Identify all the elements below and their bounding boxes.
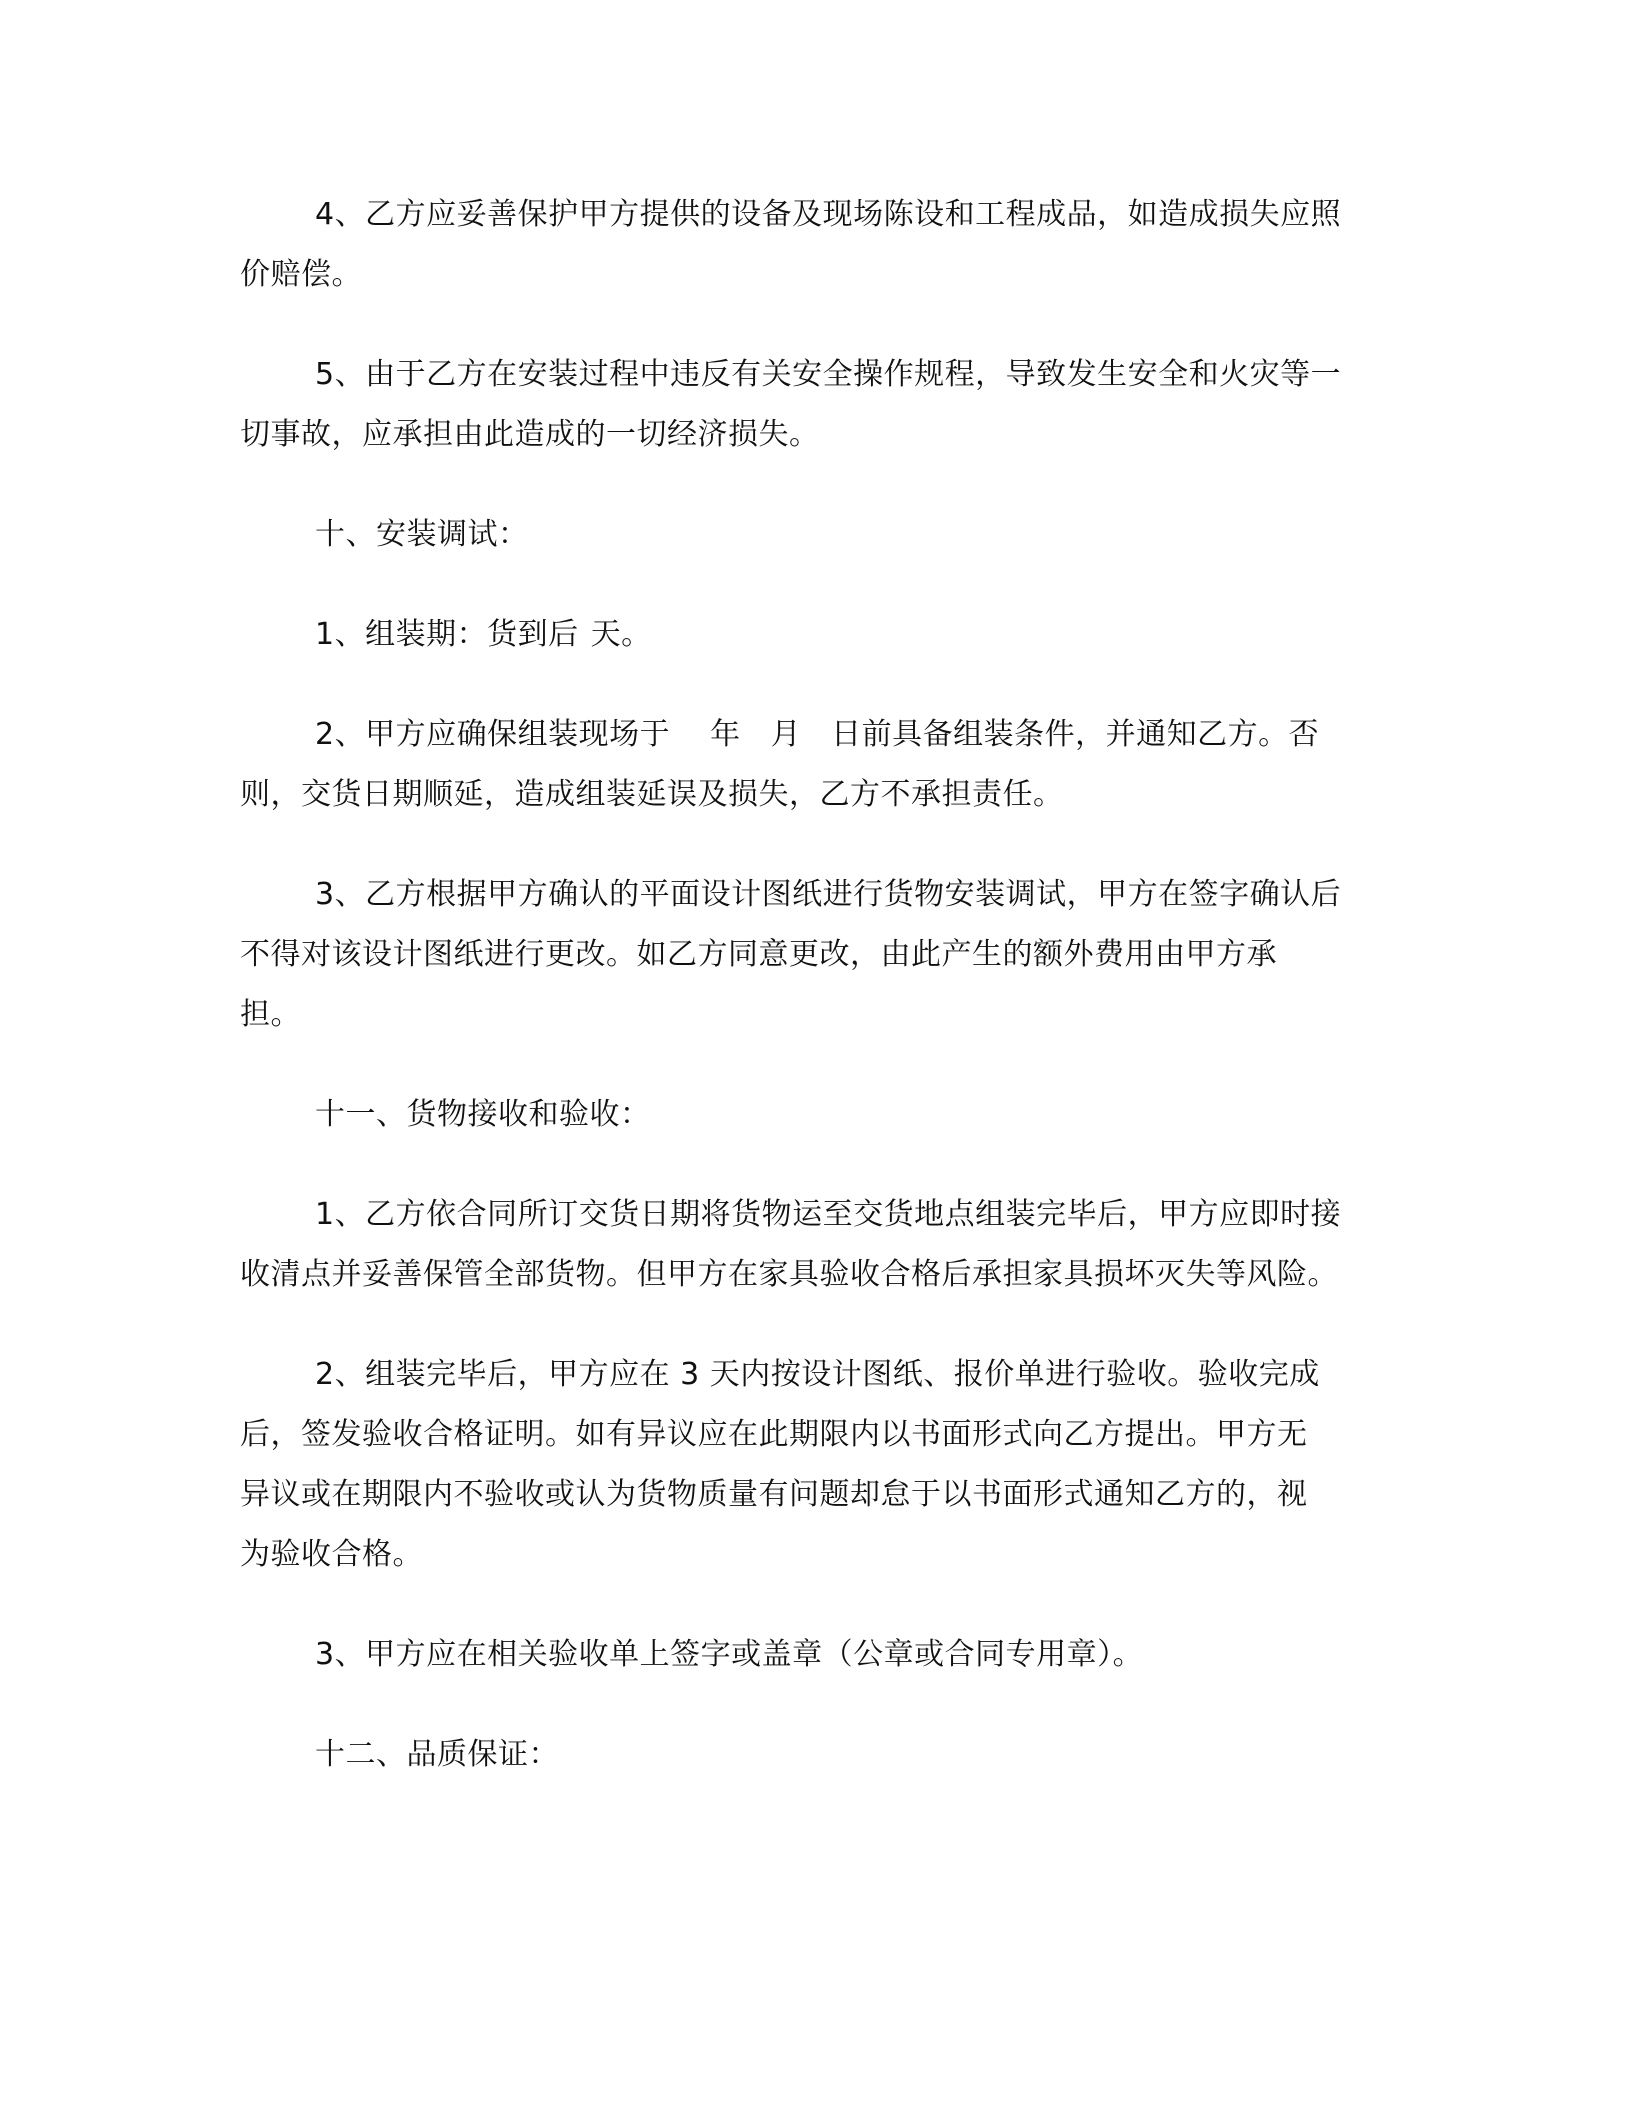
section-11-heading-text: 十一、货物接收和验收：: [315, 1097, 651, 1132]
clause-5-line-2: 切事故，应承担由此造成的一切经济损失。: [240, 417, 820, 452]
date-day-label: 日前具备组装条件，并通知乙方。否: [831, 717, 1320, 752]
clause-4-line-2: 价赔偿。: [240, 257, 362, 292]
date-month-label: 月: [770, 717, 802, 752]
clause-4: [240, 185, 1390, 305]
section-10-heading: [240, 505, 1390, 565]
section-10-clause-1-line: [240, 605, 1390, 665]
section-10-clause-3-line-1: 3、乙方根据甲方确认的平面设计图纸进行货物安装调试，甲方在签字确认后: [315, 877, 1342, 912]
section-11-clause-2-line-3: 异议或在期限内不验收或认为货物质量有问题却怠于以书面形式通知乙方的，视: [240, 1477, 1308, 1512]
section-11-clause-2: [240, 1345, 1390, 1585]
section-11-clause-1: [240, 1185, 1390, 1305]
section-11-clause-1-line-2: 收清点并妥善保管全部货物。但甲方在家具验收合格后承担家具损坏灭失等风险。: [240, 1257, 1338, 1292]
section-10-heading-text: 十、安装调试：: [315, 517, 529, 552]
clause-5: [240, 345, 1390, 465]
section-10-clause-3: [240, 865, 1390, 1045]
section-10-clause-1: [240, 605, 1390, 665]
section-10-clause-2-line-1: [240, 705, 1390, 765]
assembly-period-label: 1、组装期：货到后: [315, 617, 579, 652]
clause-4-line-1: 4、乙方应妥善保护甲方提供的设备及现场陈设和工程成品，如造成损失应照: [315, 197, 1342, 232]
date-year-label: 年: [710, 717, 741, 752]
section-11-clause-2-line-4: 为验收合格。: [240, 1537, 423, 1572]
section-11-clause-2-line-2: 后，签发验收合格证明。如有异议应在此期限内以书面形式向乙方提出。甲方无: [240, 1417, 1308, 1452]
section-10-clause-3-line-2: 不得对该设计图纸进行更改。如乙方同意更改，由此产生的额外费用由甲方承: [240, 937, 1277, 972]
section-11-heading: [240, 1085, 1390, 1145]
section-12-heading-text: 十二、品质保证：: [315, 1737, 559, 1772]
section-11-clause-1-line-1: 1、乙方依合同所订交货日期将货物运至交货地点组装完毕后，甲方应即时接: [315, 1197, 1342, 1232]
assembly-period-unit: 天。: [590, 617, 652, 652]
section-11-clause-2-line-1: 2、组装完毕后，甲方应在 3 天内按设计图纸、报价单进行验收。验收完成: [315, 1357, 1320, 1392]
section-10-clause-3-line-3: 担。: [240, 997, 301, 1032]
site-ready-date-label: 2、甲方应确保组装现场于: [315, 717, 671, 752]
clause-5-line-1: 5、由于乙方在安装过程中违反有关安全操作规程，导致发生安全和火灾等一: [315, 357, 1342, 392]
section-10-clause-2-line-2: 则，交货日期顺延，造成组装延误及损失，乙方不承担责任。: [240, 777, 1064, 812]
section-12-heading: [240, 1725, 1390, 1785]
section-10-clause-2: [240, 705, 1390, 825]
section-11-clause-3: [240, 1625, 1390, 1685]
section-11-clause-3-line: 3、甲方应在相关验收单上签字或盖章（公章或合同专用章）。: [315, 1637, 1144, 1672]
